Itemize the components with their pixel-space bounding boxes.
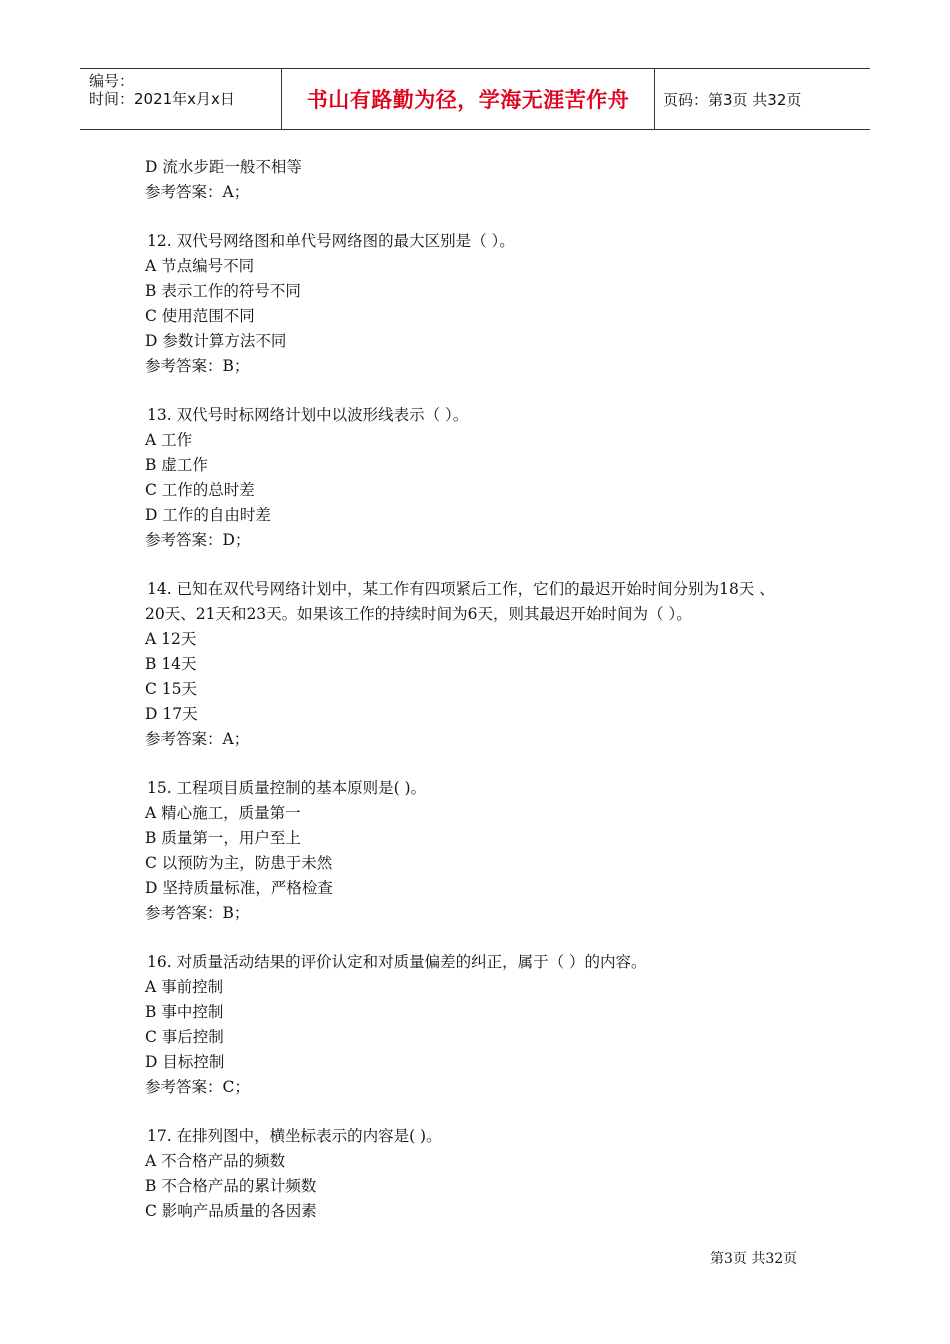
block-gap [145,926,825,950]
option-line: B 虚工作 [145,456,208,474]
question-stem: 14. 已知在双代号网络计划中，某工作有四项紧后工作，它们的最迟开始时间分别为18天 、 [147,580,775,598]
option-line: C 工作的总时差 [145,481,255,499]
page-header [80,68,870,130]
number-label: 编号： [89,72,135,90]
block-gap [145,379,825,403]
page-footer: 第3页 共32页 [710,1251,798,1267]
option-line: D 目标控制 [145,1053,225,1071]
question-stem: 12. 双代号网络图和单代号网络图的最大区别是（ ）。 [147,232,515,250]
question-block [145,577,825,752]
option-line: A 不合格产品的频数 [145,1152,286,1170]
block-gap [145,205,825,229]
option-line: C 使用范围不同 [145,307,255,325]
answer-line: 参考答案：A； [145,183,250,201]
question-block [145,229,825,379]
question-block [145,776,825,926]
option-line: D 参数计算方法不同 [145,332,287,350]
answer-line: 参考答案：A； [145,730,250,748]
question-block [145,403,825,553]
answer-line: 参考答案：B； [145,904,250,922]
option-line: D 工作的自由时差 [145,506,271,524]
question-stem: 16. 对质量活动结果的评价认定和对质量偏差的纠正，属于（ ）的内容。 [147,953,647,971]
option-line: B 质量第一，用户至上 [145,829,301,847]
option-line: C 15天 [145,680,198,698]
document-body [145,155,825,1224]
question-block [145,950,825,1100]
question-block [145,1124,825,1224]
option-line: B 不合格产品的累计频数 [145,1177,317,1195]
option-line: B 表示工作的符号不同 [145,282,301,300]
option-line: A 工作 [145,431,193,449]
header-page-info: 页码：第3页 共32页 [663,90,802,109]
option-line: C 以预防为主，防患于未然 [145,854,333,872]
option-line: A 节点编号不同 [145,257,255,275]
answer-line: 参考答案：C； [145,1078,250,1096]
block-gap [145,553,825,577]
question-block [145,155,825,205]
header-meta [80,69,282,129]
option-line: D 17天 [145,705,198,723]
question-stem: 17. 在排列图中，横坐标表示的内容是( )。 [147,1127,442,1145]
question-stem: 13. 双代号时标网络计划中以波形线表示（ ）。 [147,406,469,424]
answer-line: 参考答案：D； [145,531,251,549]
block-gap [145,752,825,776]
header-motto: 书山有路勤为径，学海无涯苦作舟 [282,69,655,129]
option-line: A 12天 [145,630,197,648]
text-line: 20天、21天和23天。如果该工作的持续时间为6天，则其最迟开始时间为（ ）。 [145,605,692,623]
block-gap [145,1100,825,1124]
option-line: D 坚持质量标准，严格检查 [145,879,333,897]
option-line: B 14天 [145,655,197,673]
time-label: 时间：2021年x月x日 [89,90,235,108]
option-line: C 影响产品质量的各因素 [145,1202,317,1220]
option-line: A 精心施工，质量第一 [145,804,301,822]
question-stem: 15. 工程项目质量控制的基本原则是( )。 [147,779,427,797]
option-line: A 事前控制 [145,978,224,996]
option-line: C 事后控制 [145,1028,224,1046]
answer-line: 参考答案：B； [145,357,250,375]
option-line: D 流水步距一般不相等 [145,158,302,176]
option-line: B 事中控制 [145,1003,224,1021]
